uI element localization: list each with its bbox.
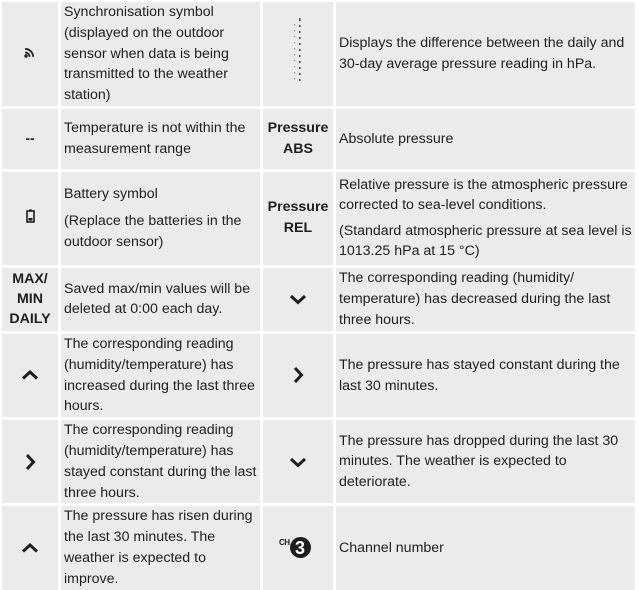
description-cell bbox=[61, 506, 263, 589]
channel-icon bbox=[278, 536, 318, 560]
pressure-bar-graph-icon bbox=[288, 16, 308, 91]
symbol-cell bbox=[2, 334, 61, 420]
channel-icon-number: 3 bbox=[295, 537, 306, 558]
symbol-line: Pressure bbox=[267, 199, 329, 216]
symbol-cell bbox=[263, 506, 336, 589]
description-text: (Replace the batteries in the outdoor sensor) bbox=[64, 213, 242, 250]
pressure-rel-symbol bbox=[268, 197, 329, 239]
symbol-cell bbox=[263, 172, 336, 268]
description-cell bbox=[61, 109, 263, 172]
chevron-down-icon bbox=[289, 456, 307, 468]
table-row bbox=[2, 172, 635, 268]
symbol-cell bbox=[263, 268, 336, 334]
description-text: Absolute pressure bbox=[339, 130, 454, 147]
description-cell bbox=[336, 506, 635, 589]
chevron-down-icon bbox=[289, 293, 307, 305]
description-text: The corresponding reading (humidity/ temperature) has decreased during the last three hours. bbox=[339, 270, 611, 328]
table-row bbox=[2, 2, 635, 109]
description-cell bbox=[336, 268, 635, 334]
symbol-line: DAILY bbox=[9, 311, 51, 328]
chevron-up-icon bbox=[21, 369, 39, 381]
table-row bbox=[2, 109, 635, 172]
description-text: (Standard atmospheric pressure at sea level is 1013.25 hPa at 15 °C) bbox=[339, 223, 632, 260]
description-text: The pressure has dropped during the last 30 minutes. The weather is expected to deteriorate. bbox=[339, 432, 619, 491]
table-row bbox=[2, 420, 635, 506]
description-cell bbox=[336, 2, 635, 109]
table-row bbox=[2, 506, 635, 589]
description-text: Displays the difference between the daily and 30-day average pressure reading in hPa. bbox=[339, 35, 625, 72]
symbol-cell bbox=[2, 268, 61, 334]
table-row bbox=[2, 268, 635, 334]
description-cell bbox=[61, 2, 263, 109]
symbol-line: MAX/ bbox=[12, 271, 48, 288]
symbol-cell bbox=[263, 109, 336, 172]
symbol-line: MIN bbox=[16, 291, 43, 308]
table-row bbox=[2, 334, 635, 420]
description-cell bbox=[61, 334, 263, 420]
channel-icon-label: CH bbox=[279, 537, 290, 547]
description-text: The pressure has stayed constant during the last 30 minutes. bbox=[339, 356, 620, 394]
description-text: Synchronisation symbol (displayed on the outdoor sensor when data is being transmitted to the weather station) bbox=[64, 4, 229, 104]
symbol-cell bbox=[2, 506, 61, 589]
description-cell bbox=[336, 172, 635, 268]
symbol-cell bbox=[2, 172, 61, 268]
sync-signal-icon bbox=[24, 45, 36, 63]
description-cell bbox=[61, 172, 263, 268]
description-text: Battery symbol bbox=[64, 186, 158, 203]
max-min-daily-symbol bbox=[9, 269, 50, 329]
symbol-cell bbox=[263, 420, 336, 506]
battery-icon bbox=[26, 209, 35, 228]
description-text: Saved max/min values will be deleted at 0:00 each day. bbox=[64, 280, 251, 318]
symbol-line: ABS bbox=[283, 140, 313, 157]
pressure-abs-symbol bbox=[268, 118, 329, 160]
description-text: The corresponding reading (humidity/temperature) has increased during the last three hours. bbox=[64, 335, 255, 415]
description-cell bbox=[61, 268, 263, 334]
description-text: The corresponding reading (humidity/temperature) has stayed constant during the last three hours. bbox=[64, 422, 257, 501]
description-text: The pressure has risen during the last 30 minutes. The weather is expected to improve. bbox=[64, 508, 253, 587]
chevron-up-icon bbox=[21, 542, 39, 554]
out-of-range-symbol: -- bbox=[25, 129, 35, 146]
chevron-right-icon bbox=[292, 366, 304, 384]
symbol-cell bbox=[263, 2, 336, 109]
symbol-cell bbox=[263, 334, 336, 420]
symbol-cell bbox=[2, 109, 61, 172]
description-text: Temperature is not within the measurement range bbox=[64, 120, 246, 157]
description-text: Relative pressure is the atmospheric pressure corrected to sea-level conditions. bbox=[339, 177, 628, 214]
description-cell bbox=[336, 334, 635, 420]
description-cell bbox=[336, 420, 635, 506]
symbol-line: Pressure bbox=[267, 119, 329, 136]
symbol-cell bbox=[2, 2, 61, 109]
symbol-line: REL bbox=[283, 220, 313, 237]
description-cell bbox=[61, 420, 263, 506]
symbol-cell bbox=[2, 420, 61, 506]
chevron-right-icon bbox=[24, 453, 36, 471]
description-cell bbox=[336, 109, 635, 172]
symbol-legend-table bbox=[2, 2, 635, 590]
description-text: Channel number bbox=[339, 539, 444, 556]
